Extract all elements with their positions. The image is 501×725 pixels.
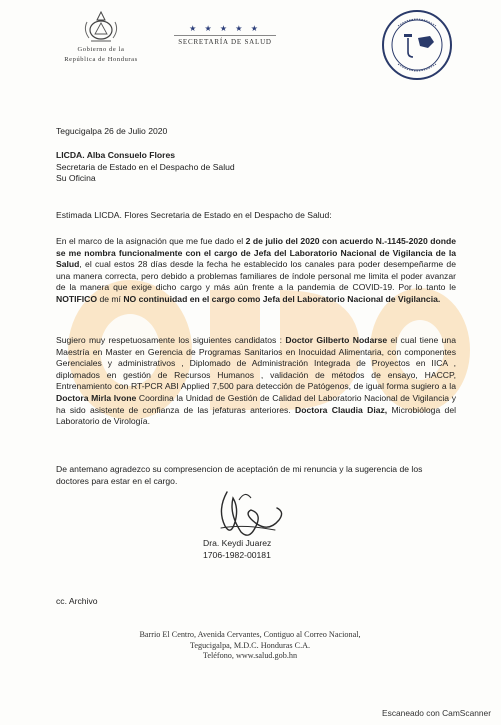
laboratory-logo <box>380 8 454 82</box>
signer-id: 1706-1982-00181 <box>203 549 271 560</box>
ministry-name: SECRETARÍA DE SALUD <box>178 38 272 46</box>
p1-text-c: , el cual estos 28 días desde la fecha he establecido los canales para poder desempeñarme de una manera correcta, pero debido a problemas familiares de índole personal me limita el poder avanzar de la manera que exige dicho cargo y más aún frente a la pandemia de COVID-19. Por lo tanto le <box>56 259 456 293</box>
p2-text-g: Microbióloga del Laboratorio de Virología. <box>56 404 457 427</box>
cc-line: cc. Archivo <box>56 596 98 606</box>
stars-row: ★ ★ ★ ★ ★ <box>189 24 261 33</box>
recipient-block <box>56 150 456 185</box>
recipient-title: Secretaria de Estado en el Despacho de Salud <box>56 161 235 172</box>
signer-name: Dra. Keydi Juarez <box>203 538 272 548</box>
p2-text-e: Coordina la Unidad de Gestión de Calidad del Laboratorio Nacional de Vigilancia y ha sido asistente de confianza de las jefaturas anteriores. <box>56 392 456 415</box>
footer-line1: Barrio El Centro, Avenida Cervantes, Contiguo al Correo Nacional, <box>139 630 361 639</box>
paragraph-closing: De antemano agradezco su compresencion de aceptación de mi renuncia y la sugerencia de los doctores para estar en el cargo. <box>56 464 423 486</box>
letter-date: Tegucigalpa 26 de Julio 2020 <box>56 126 168 136</box>
p2-text-c: el cual tiene una Maestría en Master en Gerencia de Programas Sanitarios en Inocuidad Alimentaria, con componentes Gerenciales y administrativos , Diplomado de Administración Integrada de Proyectos en IICA , diplomados en gestión de Recursos Humanos , validación de métodos de ensayo, HACCP, Entrenamiento con RT-PCR ABI Applied 7,500 para detección de Patógenos, de igual forma sugiero a la <box>56 335 456 392</box>
p2-candidate-3: Doctora Claudia Diaz, <box>294 404 388 415</box>
p1-bold-notifico: NOTIFICO <box>56 293 98 304</box>
signer-block <box>203 538 271 561</box>
coat-of-arms-icon <box>81 10 121 44</box>
government-name-line2: República de Honduras <box>64 56 138 63</box>
p1-bold-appointment: 2 de julio del 2020 con acuerdo N.-1145-2020 donde se me nombra funcionalmente con el cargo de Jefa del Laboratorio Nacional de Vigilancia de la Salud <box>56 236 456 270</box>
ministry-header <box>170 24 280 46</box>
recipient-office: Su Oficina <box>56 173 96 184</box>
p2-candidate-1: Doctor Gilberto Nodarse <box>285 335 388 345</box>
paragraph-resignation <box>56 236 456 306</box>
recipient-name: LICDA. Alba Consuelo Flores <box>56 150 176 160</box>
p1-bold-no-continuity: NO continuidad en el cargo como Jefa del Laboratorio Nacional de Vigilancia. <box>123 293 441 304</box>
p2-candidate-2: Doctora Mirla Ivone <box>56 392 137 403</box>
government-emblem <box>46 10 156 64</box>
scanner-watermark-label: Escaneado con CamScanner <box>382 708 491 718</box>
p1-text-e: de mí <box>97 293 124 304</box>
p1-text-a: En el marco de la asignación que me fue dado el <box>56 236 246 246</box>
footer-line2: Tegucigalpa, M.D.C. Honduras C.A. <box>189 640 311 650</box>
honduras-map-icon <box>418 36 434 48</box>
footer-address <box>100 630 400 662</box>
footer-line3: Teléfono, www.salud.gob.hn <box>202 651 298 661</box>
paragraph-candidates <box>56 335 456 428</box>
handwritten-signature <box>205 484 305 544</box>
greeting: Estimada LICDA. Flores Secretaria de Estado en el Despacho de Salud: <box>56 210 332 220</box>
p2-text-a: Sugiero muy respetuosamente los siguientes candidatos : <box>56 335 286 345</box>
government-name-line1: Gobierno de la <box>77 46 125 53</box>
header-rule <box>174 35 276 36</box>
flask-icon <box>408 38 413 57</box>
